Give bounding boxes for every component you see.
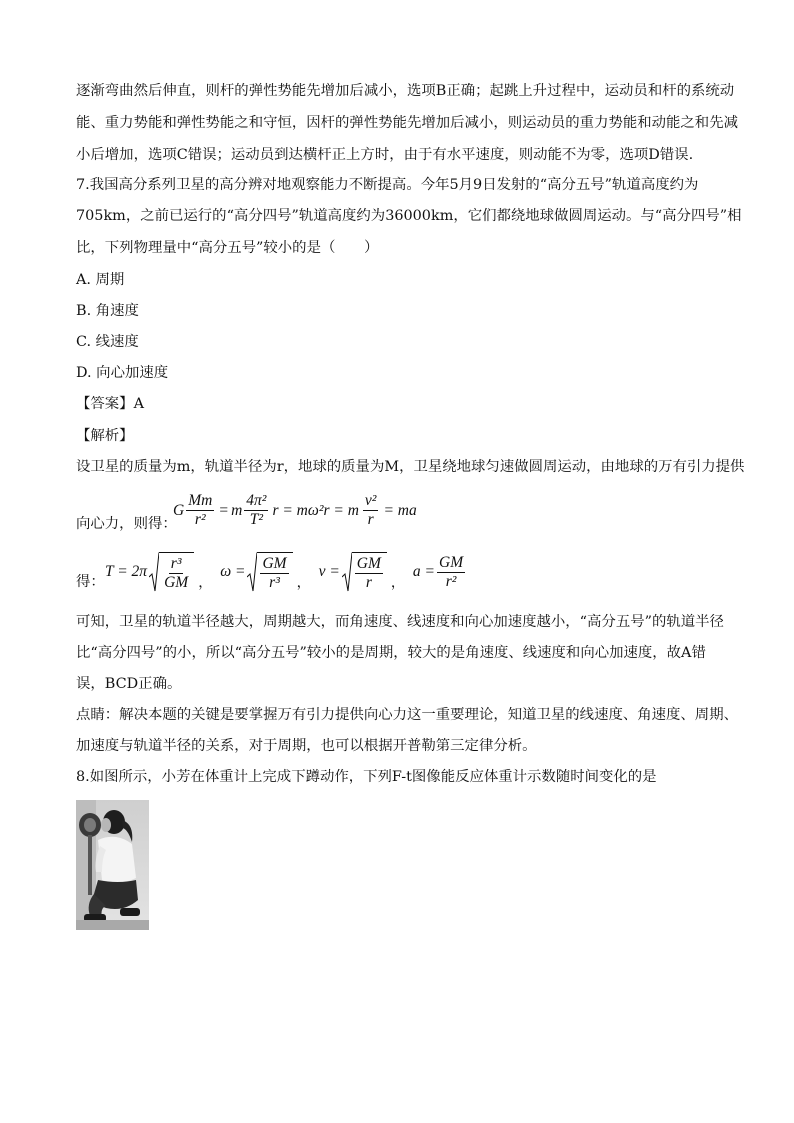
velocity-lhs: v = — [318, 563, 340, 580]
prev-text-line-3: 小后增加，选项C错误；运动员到达横杆正上方时，由于有水平速度，则动能不为零，选项D错误. — [76, 147, 694, 163]
fraction-numerator: GM — [439, 553, 464, 571]
q7-stem-line-2: 705km，之前已运行的“高分四号”轨道高度约为36000km，它们都绕地球做圆周运动。与“高分四号”相 — [76, 208, 742, 224]
q7-conclusion-line-3: 误，BCD正确。 — [76, 676, 182, 692]
radical-sign-icon — [247, 552, 257, 592]
radical-sign-icon — [149, 552, 159, 592]
fraction-numerator: GM — [262, 554, 287, 572]
girl-squatting-on-scale-photo — [76, 800, 149, 930]
radicand — [257, 552, 292, 592]
fraction-denominator: GM — [164, 573, 189, 591]
q7-answer: 【答案】A — [76, 396, 144, 412]
q7-stem-line-1: 7.我国高分系列卫星的高分辨对地观察能力不断提高。今年5月9日发射的“高分五号”轨道高度约为 — [76, 177, 699, 193]
sqrt-GM-over-r — [342, 552, 387, 592]
formula-middle-terms: r = mω²r = m — [272, 501, 359, 519]
fraction-denominator: r³ — [269, 573, 280, 591]
q8-stem: 8.如图所示，小芳在体重计上完成下蹲动作，下列F-t图像能反应体重计示数随时间变化的是 — [76, 769, 657, 785]
q7-option-c: C. 线速度 — [76, 334, 139, 350]
fraction-numerator: Mm — [188, 492, 213, 509]
radicand — [159, 552, 194, 592]
fraction-numerator: GM — [356, 554, 381, 572]
fraction-denominator: T² — [249, 511, 263, 528]
fraction-numerator: v² — [364, 492, 377, 509]
fraction — [355, 556, 383, 591]
q7-analysis-line-2: 向心力，则得： — [76, 516, 177, 532]
fraction-v2-over-r — [363, 493, 379, 528]
comma: ， — [296, 575, 311, 591]
fraction-denominator: r² — [445, 572, 457, 590]
q7-tip-line-2: 加速度与轨道半径的关系，对于周期，也可以根据开普勒第三定律分析。 — [76, 738, 537, 754]
fraction-Mm-over-r2 — [186, 493, 214, 528]
radical-sign-icon — [342, 552, 352, 592]
prev-text-line-2: 能、重力势能和弹性势能之和守恒，因杆的弹性势能先增加后减小，则运动员的重力势能和动能之和先减 — [76, 115, 738, 131]
fraction — [162, 556, 190, 591]
prev-text-line-1: 逐渐弯曲然后伸直，则杆的弹性势能先增加后减小，选项B正确；起跳上升过程中，运动员和杆的系统动 — [76, 83, 735, 99]
q7-conclusion-line-1: 可知，卫星的轨道半径越大，周期越大，而角速度、线速度和向心加速度越小，“高分五号”的轨道半径 — [76, 614, 724, 630]
orbital-quantities-equations — [105, 552, 467, 592]
fraction-numerator: 4π² — [246, 492, 267, 509]
q7-tip-line-1: 点睛：解决本题的关键是要掌握万有引力提供向心力这一重要理论，知道卫星的线速度、角速度、周期、 — [76, 707, 738, 723]
fraction-denominator: r — [367, 511, 374, 528]
acceleration-lhs: a = — [412, 563, 435, 580]
formula-m: m — [231, 501, 243, 519]
q7-conclusion-line-2: 比“高分四号”的小，所以“高分五号”较小的是周期，较大的是角速度、线速度和向心加速度，故A错 — [76, 645, 706, 661]
sqrt-GM-over-r3 — [247, 552, 292, 592]
fraction-denominator: r² — [194, 511, 206, 528]
fraction — [260, 556, 288, 591]
gravity-centripetal-equation — [173, 493, 417, 528]
comma: ， — [198, 575, 213, 591]
q7-option-d: D. 向心加速度 — [76, 365, 169, 381]
formula-G: G — [173, 501, 185, 519]
fraction-numerator: r³ — [170, 554, 182, 572]
q7-analysis-line-1: 设卫星的质量为m，轨道半径为r，地球的质量为M，卫星绕地球匀速做圆周运动，由地球的万有引力提供 — [76, 459, 745, 475]
equals-sign: = — [219, 501, 229, 519]
period-lhs: T = 2π — [105, 563, 148, 580]
q7-option-b: B. 角速度 — [76, 303, 139, 319]
fraction-4pi2-over-T2 — [244, 493, 268, 528]
omega-lhs: ω = — [220, 563, 246, 580]
q7-stem-line-3: 比，下列物理量中“高分五号”较小的是（ ） — [76, 240, 379, 256]
formula2-prefix: 得： — [76, 574, 105, 590]
fraction-denominator: r — [365, 573, 372, 591]
radicand — [352, 552, 387, 592]
formula-end: = ma — [383, 501, 417, 519]
comma: ， — [390, 575, 405, 591]
fraction-GM-over-r2 — [437, 555, 465, 590]
q7-analysis-label: 【解析】 — [76, 428, 134, 444]
sqrt-r3-over-GM — [149, 552, 194, 592]
q7-option-a: A. 周期 — [76, 272, 125, 288]
